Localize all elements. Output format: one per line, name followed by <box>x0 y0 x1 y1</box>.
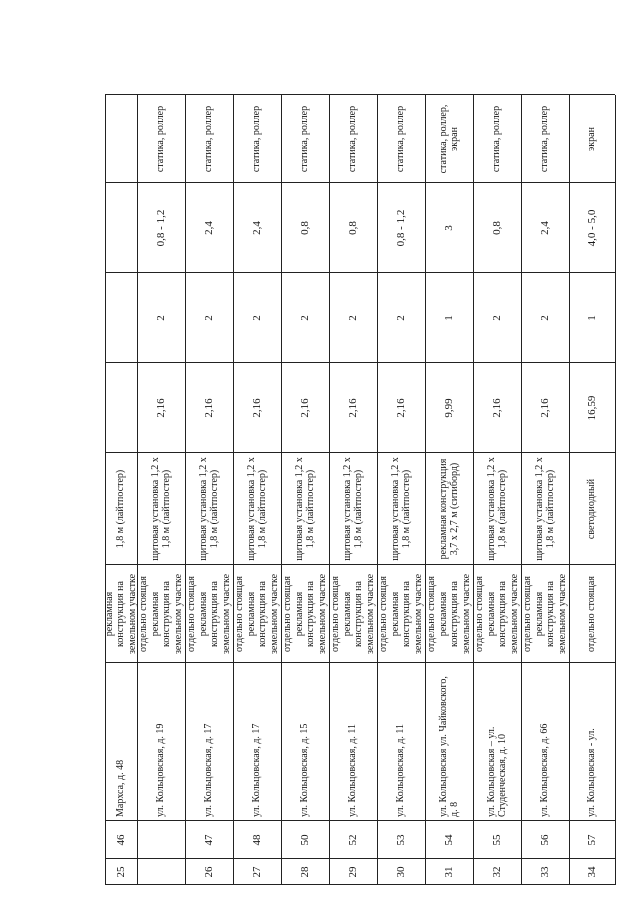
cell-id: 53 <box>394 834 407 846</box>
cell-n: 27 <box>250 866 263 878</box>
cell-format: статика, роллер <box>155 105 167 173</box>
row-divider <box>569 95 570 885</box>
cell-n: 28 <box>298 866 311 878</box>
table-row <box>281 95 329 885</box>
row-divider <box>615 95 616 885</box>
cell-construction: щитовая установка 1,2 х 1,8 м (лайтпостер) <box>485 457 508 561</box>
cell-area: 16,59 <box>585 395 598 421</box>
row-divider <box>329 95 330 885</box>
cell-size: 2,4 <box>250 221 263 235</box>
cell-format <box>105 95 137 183</box>
cell-sides: 2 <box>154 315 167 321</box>
row-divider <box>137 95 138 885</box>
cell-address: ул. Кольцовская, д. 17 <box>251 723 263 817</box>
advertising-structures-table <box>105 95 615 885</box>
cell-sides <box>105 273 137 363</box>
cell-type: отдельно стоящая рекламная конструкция на земельном участке <box>282 573 328 655</box>
table-row <box>521 95 569 885</box>
cell-format: статика, роллер <box>539 105 551 173</box>
cell-format: статика, роллер, экран <box>437 104 460 174</box>
cell-sides: 2 <box>394 315 407 321</box>
column-divider <box>105 858 615 859</box>
cell-type: отдельно стоящая рекламная конструкция на земельном участке <box>522 573 568 655</box>
cell-id: 46 <box>114 834 127 846</box>
cell-construction: щитовая установка 1,2 х 1,8 м (лайтпостер) <box>293 457 316 561</box>
cell-n: 25 <box>114 866 127 878</box>
cell-type: отдельно стоящая рекламная конструкция на земельном участке <box>186 573 232 655</box>
cell-address: Мархса, д. 48 <box>115 759 127 817</box>
cell-construction: щитовая установка 1,2 х 1,8 м (лайтпостер) <box>389 457 412 561</box>
cell-area: 2,16 <box>346 398 359 418</box>
row-divider <box>377 95 378 885</box>
cell-size: 0,8 <box>346 221 359 235</box>
cell-construction: щитовая установка 1,2 х 1,8 м (лайтпостер) <box>341 457 364 561</box>
cell-n: 26 <box>202 866 215 878</box>
cell-area: 9,99 <box>442 398 455 418</box>
table-row <box>185 95 233 885</box>
cell-id: 56 <box>538 834 551 846</box>
cell-address: ул. Кольцовская, д. 17 <box>203 723 215 817</box>
cell-area: 2,16 <box>538 398 551 418</box>
cell-size: 4,0 - 5,0 <box>585 209 598 247</box>
cell-construction: светодиодный <box>586 478 598 540</box>
column-divider <box>105 564 615 565</box>
table-row <box>105 95 137 885</box>
cell-construction: щитовая установка 1,2 х 1,8 м (лайтпостер) <box>533 457 556 561</box>
cell-type: отдельно стоящая <box>586 576 598 652</box>
cell-id: 50 <box>298 834 311 846</box>
column-divider <box>105 662 615 663</box>
cell-id: 55 <box>490 834 503 846</box>
cell-construction: щитовая установка 1,2 х 1,8 м (лайтпостер) <box>197 457 220 561</box>
cell-n: 30 <box>394 866 407 878</box>
cell-sides: 1 <box>442 315 455 321</box>
cell-type: отдельно стоящая рекламная конструкция на земельном участке <box>426 573 472 655</box>
table-row <box>425 95 473 885</box>
cell-construction: щитовая установка 1,2 х 1,8 м (лайтпостер) <box>245 457 268 561</box>
cell-area: 2,16 <box>490 398 503 418</box>
cell-construction: рекламная конструкция 3,7 х 2,7 м (ситиборд) <box>437 458 460 560</box>
cell-type: отдельно стоящая рекламная конструкция на земельном участке <box>330 573 376 655</box>
cell-size: 2,4 <box>202 221 215 235</box>
cell-sides: 2 <box>202 315 215 321</box>
cell-size: 2,4 <box>538 221 551 235</box>
cell-address: ул. Кольцовская, д. 15 <box>299 723 311 817</box>
cell-id: 52 <box>346 834 359 846</box>
cell-sides: 2 <box>250 315 263 321</box>
cell-id: 47 <box>202 834 215 846</box>
cell-area: 2,16 <box>250 398 263 418</box>
column-divider <box>105 272 615 273</box>
cell-size <box>105 183 137 273</box>
table-row <box>329 95 377 885</box>
row-divider <box>281 95 282 885</box>
row-divider <box>233 95 234 885</box>
cell-construction: щитовая установка 1,2 х 1,8 м (лайтпостер) <box>149 457 172 561</box>
column-divider <box>105 884 615 885</box>
cell-type: отдельно стоящая рекламная конструкция на земельном участке <box>474 573 520 655</box>
row-divider <box>185 95 186 885</box>
cell-sides: 2 <box>346 315 359 321</box>
row-divider <box>425 95 426 885</box>
cell-area: 2,16 <box>202 398 215 418</box>
cell-n: 32 <box>490 866 503 878</box>
cell-n: 29 <box>346 866 359 878</box>
cell-address: ул. Кольцовская, д. 66 <box>539 723 551 817</box>
cell-format: статика, роллер <box>203 105 215 173</box>
cell-id <box>137 821 185 859</box>
cell-format: статика, роллер <box>491 105 503 173</box>
cell-area: 2,16 <box>154 398 167 418</box>
cell-area <box>105 363 137 453</box>
cell-sides: 1 <box>585 315 598 321</box>
cell-address: ул. Кольцовская ул. Чайковского, д. 8 <box>437 676 460 817</box>
cell-address: ул. Кольцовская – ул. Студенческая, д. 10 <box>485 726 508 817</box>
column-divider <box>105 820 615 821</box>
cell-type: отдельно стоящая рекламная конструкция на земельном участке <box>234 573 280 655</box>
table-row <box>377 95 425 885</box>
table-row <box>137 95 185 885</box>
cell-sides: 2 <box>538 315 551 321</box>
cell-size: 0,8 <box>490 221 503 235</box>
cell-format: статика, роллер <box>251 105 263 173</box>
cell-address: ул. Кольцовская, д. 11 <box>395 723 407 817</box>
cell-type: отдельно стоящая рекламная конструкция на земельном участке <box>378 573 424 655</box>
cell-area: 2,16 <box>394 398 407 418</box>
cell-n: 33 <box>538 866 551 878</box>
cell-size: 0,8 - 1,2 <box>154 209 167 247</box>
column-divider <box>105 362 615 363</box>
cell-format: статика, роллер <box>299 105 311 173</box>
cell-size: 3 <box>442 225 455 231</box>
cell-construction: 1,8 м (лайтпостер) <box>115 469 127 549</box>
cell-type: рекламная конструкция на земельном участке <box>103 573 138 655</box>
column-divider <box>105 182 615 183</box>
cell-sides: 2 <box>298 315 311 321</box>
cell-n: 31 <box>442 866 455 878</box>
row-divider <box>473 95 474 885</box>
cell-format: экран <box>586 127 598 151</box>
cell-size: 0,8 - 1,2 <box>394 209 407 247</box>
cell-n: 34 <box>585 866 598 878</box>
column-divider <box>105 452 615 453</box>
cell-size: 0,8 <box>298 221 311 235</box>
table-row <box>569 95 615 885</box>
cell-id: 48 <box>250 834 263 846</box>
table-row <box>473 95 521 885</box>
cell-area: 2,16 <box>298 398 311 418</box>
row-divider <box>105 95 106 885</box>
cell-id: 57 <box>585 834 598 846</box>
cell-type: отдельно стоящая рекламная конструкция на земельном участке <box>138 573 184 655</box>
cell-n <box>137 859 185 885</box>
cell-sides: 2 <box>490 315 503 321</box>
row-divider <box>521 95 522 885</box>
cell-format: статика, роллер <box>395 105 407 173</box>
table-row <box>233 95 281 885</box>
column-divider <box>105 94 615 95</box>
cell-address: ул. Кольцовская, д. 19 <box>155 723 167 817</box>
cell-id: 54 <box>442 834 455 846</box>
cell-format: статика, роллер <box>347 105 359 173</box>
cell-address: ул. Кольцовская - ул. <box>586 728 598 817</box>
cell-address: ул. Кольцовская, д. 11 <box>347 723 359 817</box>
